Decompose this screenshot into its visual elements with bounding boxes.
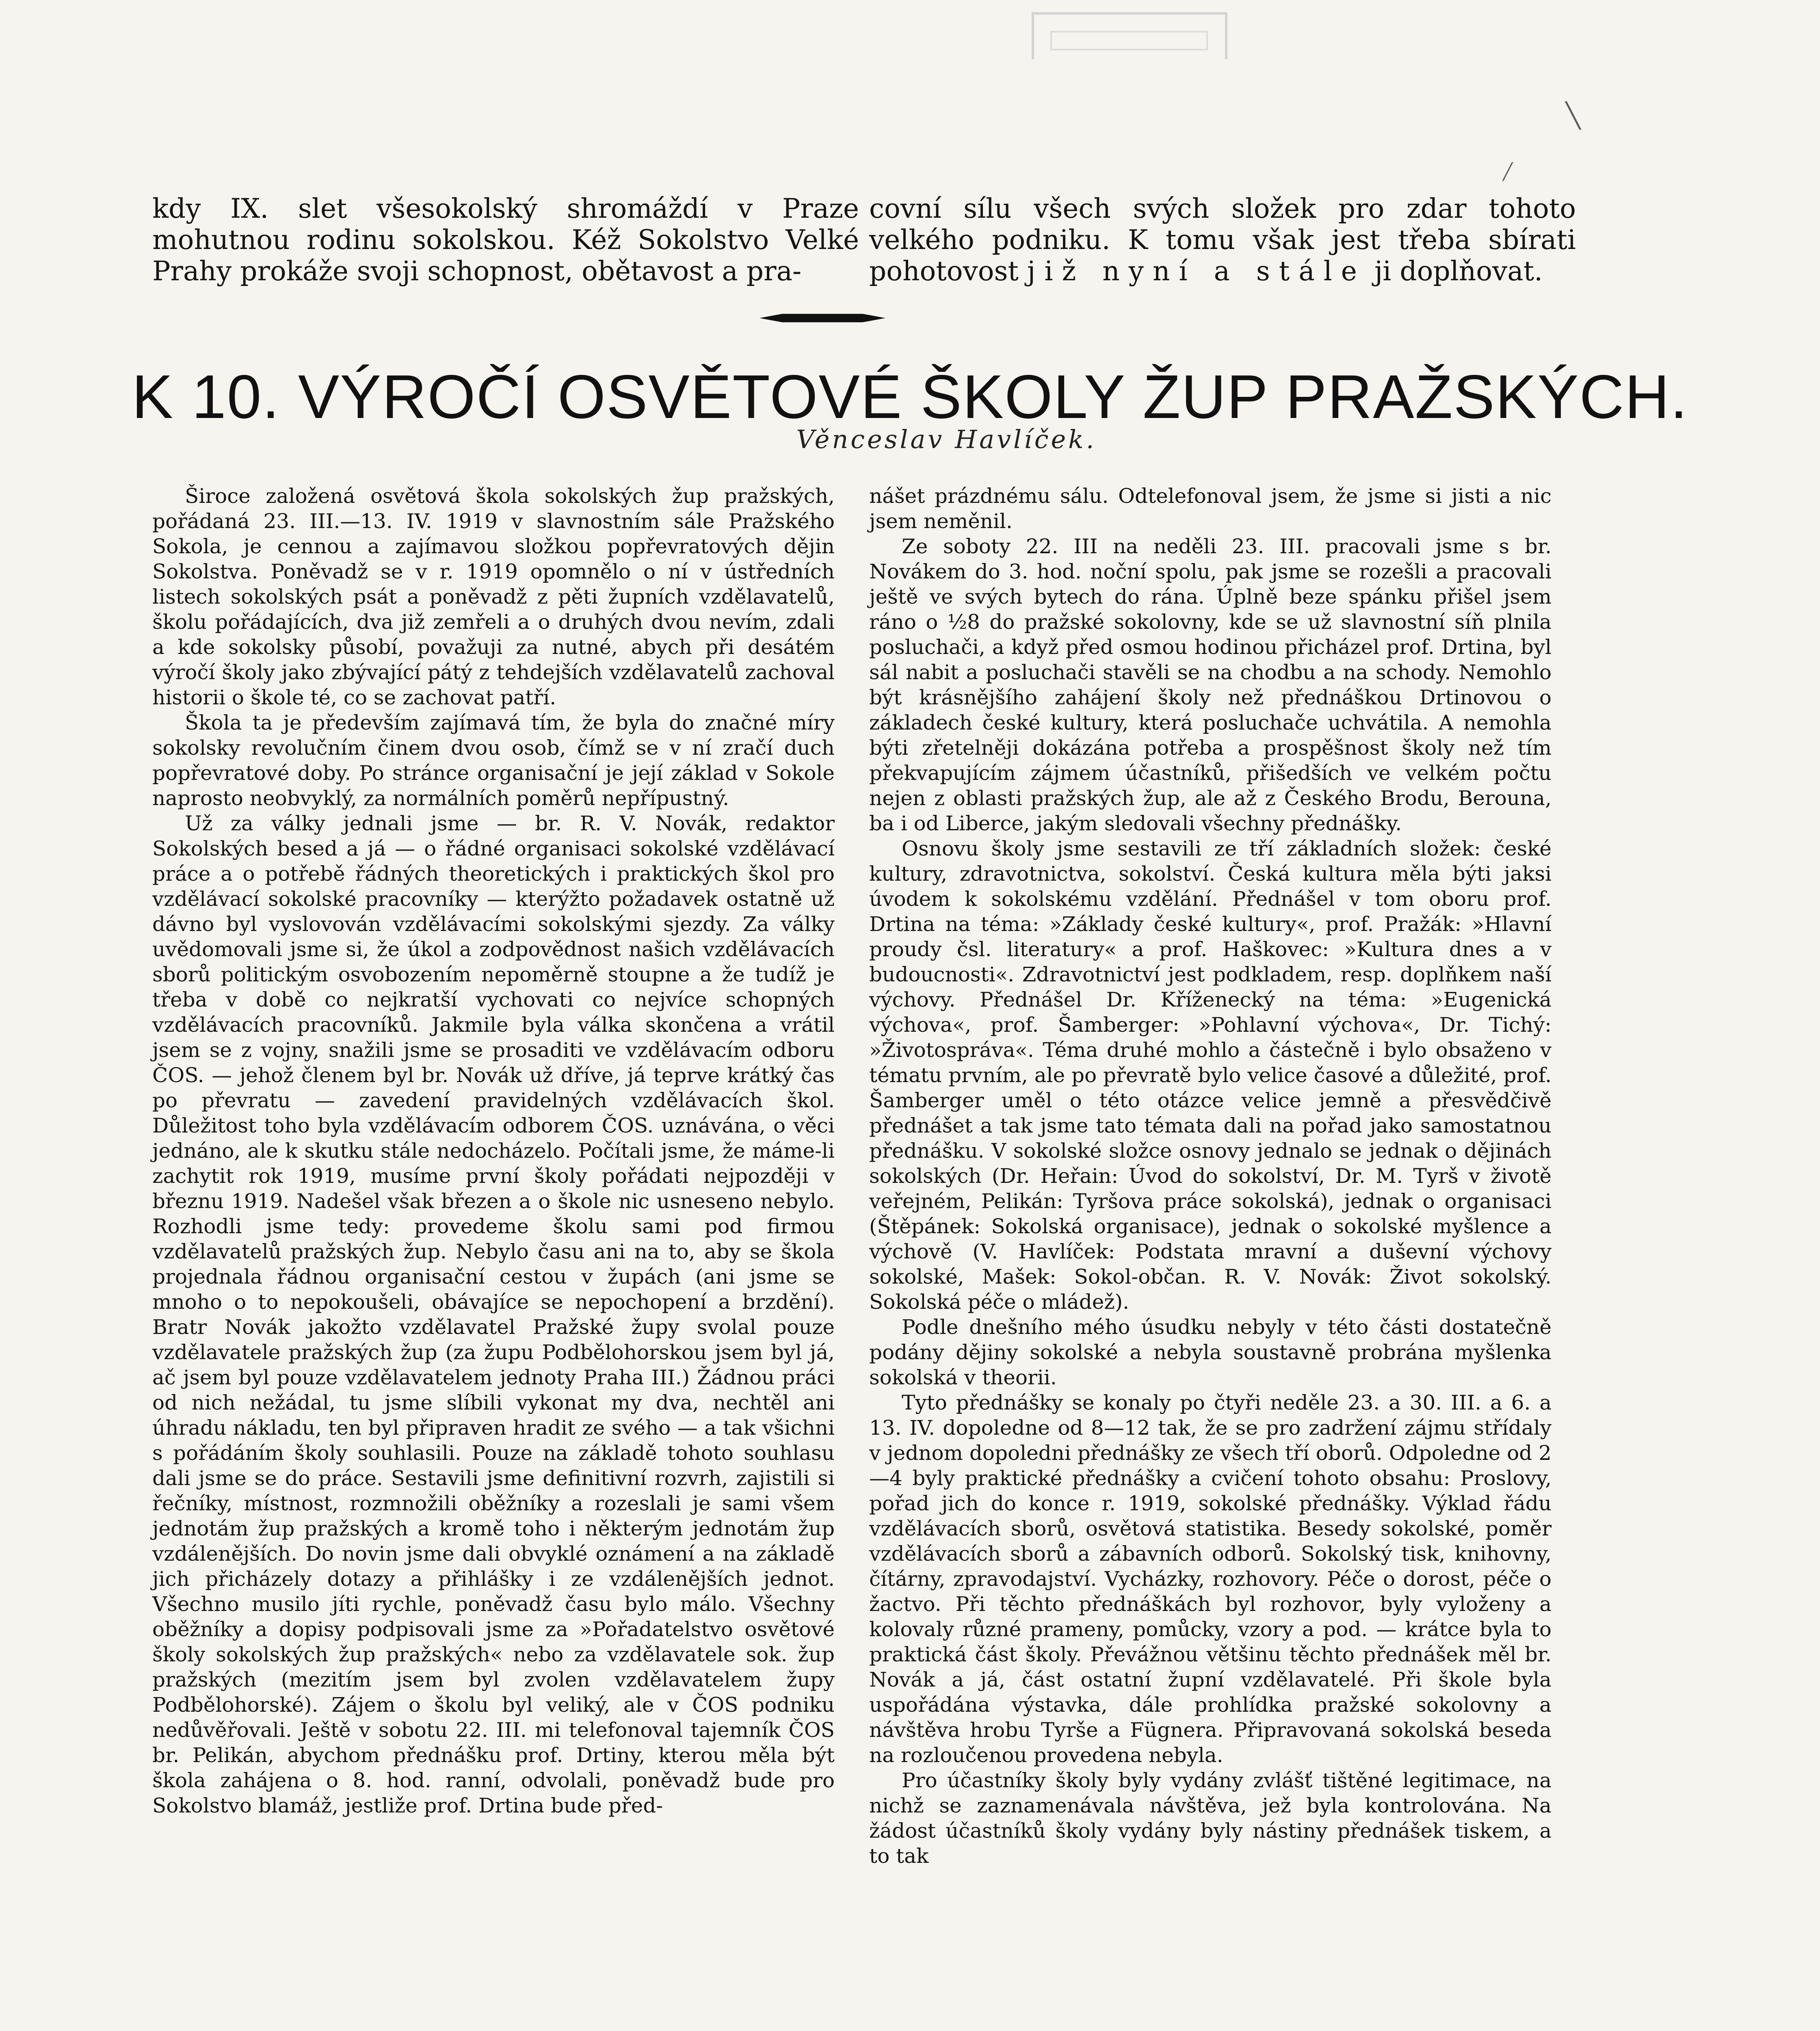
left-paragraph: Škola ta je především zajímavá tím, že byla do značné míry sokolsky revolučním činem dvou osob, čímž se v ní zračí duch popřevratové doby. Po stránce organisační je její základ v Sokole naprosto neobvyklý, za normálních poměrů nepřípustný.: [152, 711, 835, 810]
right-paragraph: Podle dnešního mého úsudku nebyly v této části dostatečně podány dějiny sokolské a nebyla soustavně probrána myšlenka sokolská v theorii.: [869, 1315, 1552, 1389]
right-paragraph: nášet prázdnému sálu. Odtelefonoval jsem, že jsme si jisti a nic jsem neměnil.: [869, 484, 1552, 533]
corner-scan-mark: ╲: [1566, 102, 1581, 130]
left-column: [152, 483, 835, 1818]
article-author: Věnceslav Havlíček.: [796, 424, 1097, 454]
right-column: [869, 483, 1552, 1869]
top-right-text-start: covní sílu všech svých složek pro zdar tohoto velkého podniku. K tomu však jest třeba sbírati pohotovost: [869, 193, 1576, 287]
top-right-text: [869, 193, 1576, 287]
scan-frame-mark: [1032, 12, 1227, 59]
top-left-text: kdy IX. slet všesokolský shromáždí v Praze mohutnou rodinu sokolskou. Kéž Sokolstvo Velké Prahy prokáže svoji schopnost, obětavost a pra-: [152, 193, 859, 287]
top-right-text-end: ji doplňovat.: [1366, 255, 1543, 287]
top-right-paragraph: [869, 193, 1576, 287]
corner-scan-mark-small: ╱: [1503, 162, 1513, 181]
article-title: K 10. VÝROČÍ OSVĚTOVÉ ŠKOLY ŽUP PRAŽSKÝCH.: [132, 362, 1688, 431]
right-paragraph: Ze soboty 22. III na neděli 23. III. pracovali jsme s br. Novákem do 3. hod. noční spolu, pak jsme se rozešli a pracovali ještě ve svých bytech do rána. Úplně beze spánku přišel jsem ráno o ½8 do pražské sokolovny, kde se už slavnostní síň plnila posluchači, a když před osmou hodinou přicházel prof. Drtina, byl sál nabit a posluchači stavěli se na chodbu a na schody. Nemohlo být krásnějšího zahájení školy než přednáškou Drtinovou o základech české kultury, která posluchače uchvátila. A nemohla býti zřetelněji dokázána potřeba a prospěšnost školy než tím překvapujícím zájmem účastníků, přišedších ve velkém počtu nejen z oblasti pražských žup, ale až z Českého Brodu, Berouna, ba i od Liberce, jakým sledovali všechny přednášky.: [869, 535, 1552, 835]
top-right-spaced-text: již nyní a stále: [1027, 255, 1366, 287]
left-paragraph: Široce založená osvětová škola sokolských žup pražských, pořádaná 23. III.—13. IV. 1919 v slavnostním sále Pražského Sokola, je cennou a zajímavou složkou popřevratových dějin Sokolstva. Poněvadž se v r. 1919 opomnělo o ní v ústředních listech sokolských psát a poněvadž z pěti župních vzdělavatelů, školu pořádajících, dva již zemřeli a o druhých dvou nevím, zdali a kde sokolsky působí, považuji za nutné, abych při desátém výročí školy jako zbývající pátý z tehdejších vzdělavatelů zachoval historii o škole té, co se zachovat patří.: [152, 484, 835, 709]
section-divider: [760, 313, 885, 323]
right-paragraph: Osnovu školy jsme sestavili ze tří základních složek: české kultury, zdravotnictva, sokolství. Česká kultura měla býti jaksi úvodem k sokolskému vzdělání. Přednášel v tom oboru prof. Drtina na téma: »Základy české kultury«, prof. Pražák: »Hlavní proudy čsl. literatury« a prof. Haškovec: »Kultura dnes a v budoucnosti«. Zdravotnictví jest podkladem, resp. doplňkem naší výchovy. Přednášel Dr. Kříženecký na téma: »Eugenická výchova«, prof. Šamberger: »Pohlavní výchova«, Dr. Tichý: »Životospráva«. Téma druhé mohlo a částečně i bylo obsaženo v tématu prvním, ale po převratě bylo velice časové a důležité, prof. Šamberger uměl o této otázce velice jemně a přesvědčivě přednášet a tak jsme tato témata dali na pořad jako samostatnou přednášku. V sokolské složce osnovy jednalo se jednak o dějinách sokolských (Dr. Heřain: Úvod do sokolství, Dr. M. Tyrš v životě veřejném, Pelikán: Tyršova práce sokolská), jednak o organisaci (Štěpánek: Sokolská organisace), jednak o sokolské myšlence a výchově (V. Havlíček: Podstata mravní a duševní výchovy sokolské, Mašek: Sokol-občan. R. V. Novák: Život sokolský. Sokolská péče o mládež).: [869, 837, 1552, 1314]
top-left-paragraph: [152, 193, 859, 287]
left-paragraph: Už za války jednali jsme — br. R. V. Novák, redaktor Sokolských besed a já — o řádné organisaci sokolské vzdělávací práce a o potřebě řádných theoretických i praktických škol pro vzdělávací sokolské pracovníky — kterýžto požadavek ostatně už dávno byl vyslovován vzdělávacími sokolskými sjezdy. Za války uvědomovali jsme si, že úkol a zodpovědnost našich vzdělávacích sborů politickým osvobozením nepoměrně stoupne a že tudíž je třeba v době co nejkratší vychovati co nejvíce schopných vzdělávacích pracovníků. Jakmile byla válka skončena a vrátil jsem se z vojny, snažili jsme se prosaditi ve vzdělávacím odboru ČOS. — jehož členem byl br. Novák už dříve, já teprve krátký čas po převratu — zavedení pravidelných vzdělávacích škol. Důležitost toho byla vzdělávacím odborem ČOS. uznávána, o věci jednáno, ale k skutku stále nedocházelo. Počítali jsme, že máme-li zachytit rok 1919, musíme první školy pořádati nejpozději v březnu 1919. Nadešel však březen a o škole nic usneseno nebylo. Rozhodli jsme tedy: provedeme školu sami pod firmou vzdělavatelů pražských žup. Nebylo času ani na to, aby se škola projednala řádnou organisační cestou v župách (ani jsme se mnoho o to nepokoušeli, obávajíce se nepochopení a brzdění). Bratr Novák jakožto vzdělavatel Pražské župy svolal pouze vzdělavatele pražských žup (za župu Podbělohorskou jsem byl já, ač jsem byl pouze vzdělavatelem jednoty Praha III.) Žádnou práci od nich nežádal, tu jsme slíbili vykonat my dva, nechtěl ani úhradu nákladu, ten byl připraven hradit ze svého — a tak všichni s pořádáním školy souhlasili. Pouze na základě tohoto souhlasu dali jsme se do práce. Sestavili jsme definitivní rozvrh, zajistili si řečníky, místnost, rozmnožili oběžníky a rozeslali je sami všem jednotám žup pražských a kromě toho i některým jednotám žup vzdálenějších. Do novin jsme dali obvyklé oznámení a na základě jich přicházely dotazy a přihlášky i ze vzdálenějších jednot. Všechno musilo jíti rychle, poněvadž času bylo málo. Všechny oběžníky a dopisy podpisovali jsme za »Pořadatelstvo osvětové školy sokolských žup pražských« nebo za vzdělavatele sok. žup pražských (mezitím jsem byl zvolen vzdělavatelem župy Podbělohorské). Zájem o školu byl veliký, ale v ČOS podniku nedůvěřovali. Ještě v sobotu 22. III. mi telefonoval tajemník ČOS br. Pelikán, abychom přednášku prof. Drtiny, kterou měla být škola zahájena o 8. hod. ranní, odvolali, poněvadž bude pro Sokolstvo blamáž, jestliže prof. Drtina bude před-: [152, 812, 835, 1817]
right-paragraph: Tyto přednášky se konaly po čtyři neděle 23. a 30. III. a 6. a 13. IV. dopoledne od 8—12 tak, že se pro zadržení zájmu střídaly v jednom dopoledni přednášky ze všech tří oborů. Odpoledne od 2—4 byly praktické přednášky a cvičení tohoto obsahu: Proslovy, pořad jich do konce r. 1919, sokolské přednášky. Výklad řádu vzdělávacích sborů, osvětová statistika. Besedy sokolské, poměr vzdělávacích sborů a zábavních odborů. Sokolský tisk, knihovny, čítárny, zpravodajství. Vycházky, rozhovory. Péče o dorost, péče o žactvo. Při těchto přednáškách byl rozhovor, byly vyloženy a kolovaly různé prameny, pomůcky, vzory a pod. — krátce byla to praktická část školy. Převážnou většinu těchto přednášek měl br. Novák a já, část ostatní župní vzdělavatelé. Při škole byla uspořádána výstavka, dále prohlídka pražské sokolovny a návštěva hrobu Tyrše a Fügnera. Připravovaná sokolská beseda na rozloučenou provedena nebyla.: [869, 1391, 1552, 1767]
right-paragraph: Pro účastníky školy byly vydány zvlášť tištěné legitimace, na nichž se zaznamenávala návštěva, jež byla kontrolována. Na žádost účastníků školy vydány byly nástiny přednášek tiskem, a to tak: [869, 1769, 1552, 1868]
